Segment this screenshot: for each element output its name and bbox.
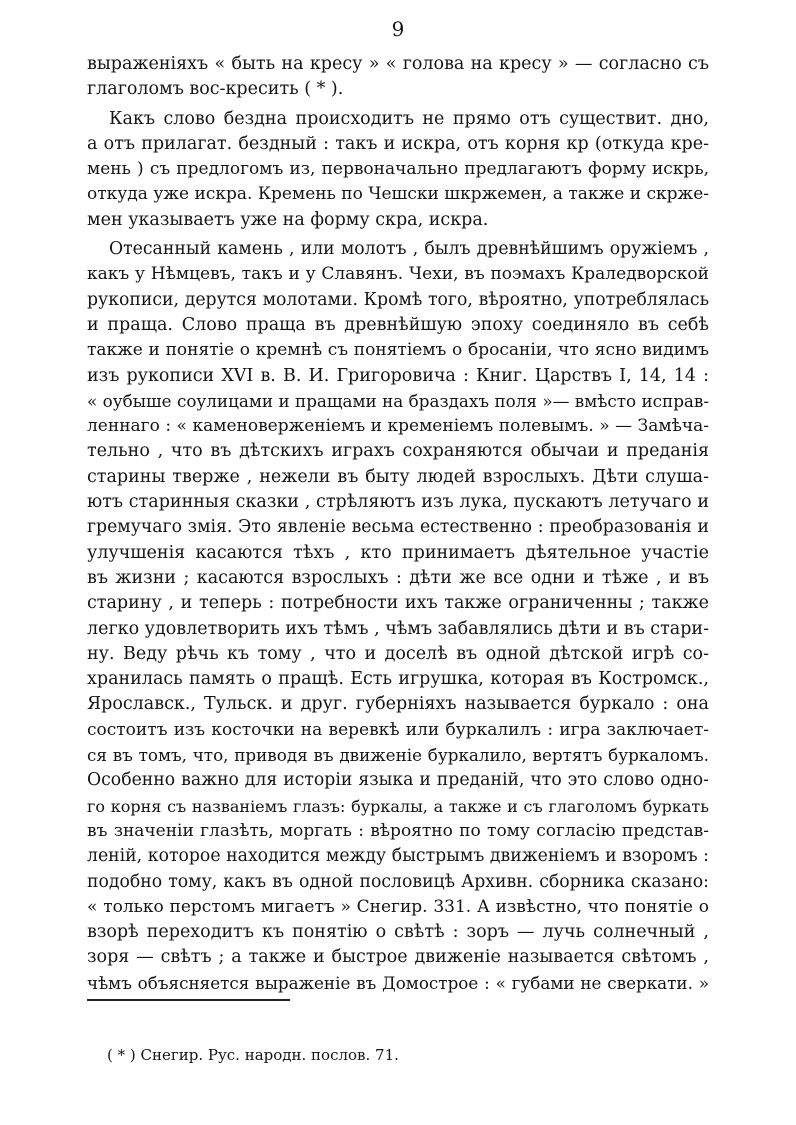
page-number: 9 (391, 17, 405, 41)
text-line: « только перстомъ мигаетъ » Снегир. 331. А извѣстно, что понятіе о (87, 896, 709, 917)
text-line: зоря — свѣтъ ; а также и быстрое движеніе называется свѣтомъ , (87, 947, 709, 968)
text-line: старины тверже , нежели въ быту людей взрослыхъ. Дѣти слушa- (87, 466, 709, 487)
text-line: « оубыше соулицами и пращами на браздахъ поля »— вмѣсто исправ- (87, 390, 709, 411)
text-line: рукописи, дерутся молотами. Кромѣ того, вѣроятно, употреблялась (87, 289, 709, 310)
paragraph-1 (87, 52, 709, 103)
text-line: также и понятіе о кремнѣ съ понятіемъ о бросаніи, что ясно видимъ (87, 340, 709, 361)
text-line: а отъ прилагат. бездный : такъ и искра, отъ корня кр (откуда кре- (87, 133, 709, 154)
paragraph-2 (87, 107, 709, 233)
text-line: леннаго : « каменоверженіемъ и кременіемъ полевымъ. » — Замѣча- (87, 416, 709, 437)
text-line: Отесанный камень , или молотъ , былъ древнѣйшимъ оружіемъ , (109, 239, 709, 260)
text-line: Особенно важно для исторіи языка и преданій, что это слово одно- (87, 770, 709, 791)
paragraph-3 (87, 237, 709, 996)
text-line: ютъ старинныя сказки , стрѣляютъ изъ лука, пускаютъ летучаго и (87, 492, 709, 513)
text-line: старину , и теперь : потребности ихъ также ограниченны ; также (87, 593, 709, 614)
footnote-divider (87, 999, 290, 1001)
text-line: въ жизни ; касаются взрослыхъ : дѣти же все одни и тѣже , и въ (87, 567, 709, 588)
text-line: го корня съ названіемъ глазъ: буркалы, а также и съ глаголомъ буркать (87, 796, 709, 816)
text-line: какъ у Нѣмцевъ, такъ и у Славянъ. Чехи, въ поэмахъ Краледворской (87, 264, 709, 285)
body-text (87, 52, 709, 996)
text-line: тельно , что въ дѣтскихъ играхъ сохраняются обычаи и преданія (87, 441, 709, 462)
text-line: глаголомъ вос-кресить ( * ). (87, 79, 344, 100)
text-line: въ значеніи глазѣть, моргать : вѣроятно по тому согласію представ- (87, 820, 709, 841)
text-line: ся въ томъ, что, приводя въ движеніе буркалило, вертятъ буркаломъ. (87, 745, 709, 766)
text-line: откуда уже искра. Кремень по Чешски шкржемен, а также и скрже- (87, 184, 709, 205)
text-line: гремучаго змія. Это явленіе весьма естественно : преобразованія и (87, 517, 709, 538)
text-line: легко удовлетворить ихъ тѣмъ , чѣмъ забавлялись дѣти и въ стари- (87, 618, 709, 639)
text-line: мен указываетъ уже на форму скра, искра. (87, 209, 489, 230)
text-line: изъ рукописи XVI в. В. И. Григоровича : Книг. Царствъ I, 14, 14 : (87, 365, 709, 386)
text-line: выраженіяхъ « быть на кресу » « голова на кресу » — согласно съ (87, 54, 709, 74)
text-line: чѣмъ объясняется выраженіе въ Домострое : « губами не сверкати. » (87, 972, 709, 993)
text-line: ну. Веду рѣчь къ тому , что и доселѣ въ одной дѣтской игрѣ со- (87, 643, 709, 664)
text-line: состоитъ изъ косточки на веревкѣ или буркалилъ : игра заключает- (87, 719, 709, 740)
text-line: и праща. Слово праща въ древнѣйшую эпоху соединяло въ себѣ (87, 314, 709, 335)
text-line: Какъ слово бездна происходитъ не прямо отъ существит. дно, (109, 108, 709, 129)
text-line: леній, которое находится между быстрымъ движеніемъ и взоромъ : (87, 846, 709, 867)
text-line: подобно тому, какъ въ одной пословицѣ Архивн. сборника сказано: (87, 871, 709, 892)
text-line: хранилась память о пращѣ. Есть игрушка, которая въ Костромск., (87, 669, 709, 690)
text-line: улучшенія касаются тѣхъ , кто принимаетъ дѣятельное участіе (87, 542, 709, 563)
text-line: Ярославск., Тульск. и друг. губерніяхъ называется буркало : она (87, 694, 709, 715)
footnote: ( * ) Снегир. Рус. народн. послов. 71. (107, 1046, 399, 1064)
text-line: мень ) съ предлогомъ из, первоначально предлагаютъ форму искрь, (87, 159, 709, 180)
text-line: взорѣ переходитъ къ понятію о свѣтѣ : зоръ — лучь солнечный , (87, 922, 709, 943)
